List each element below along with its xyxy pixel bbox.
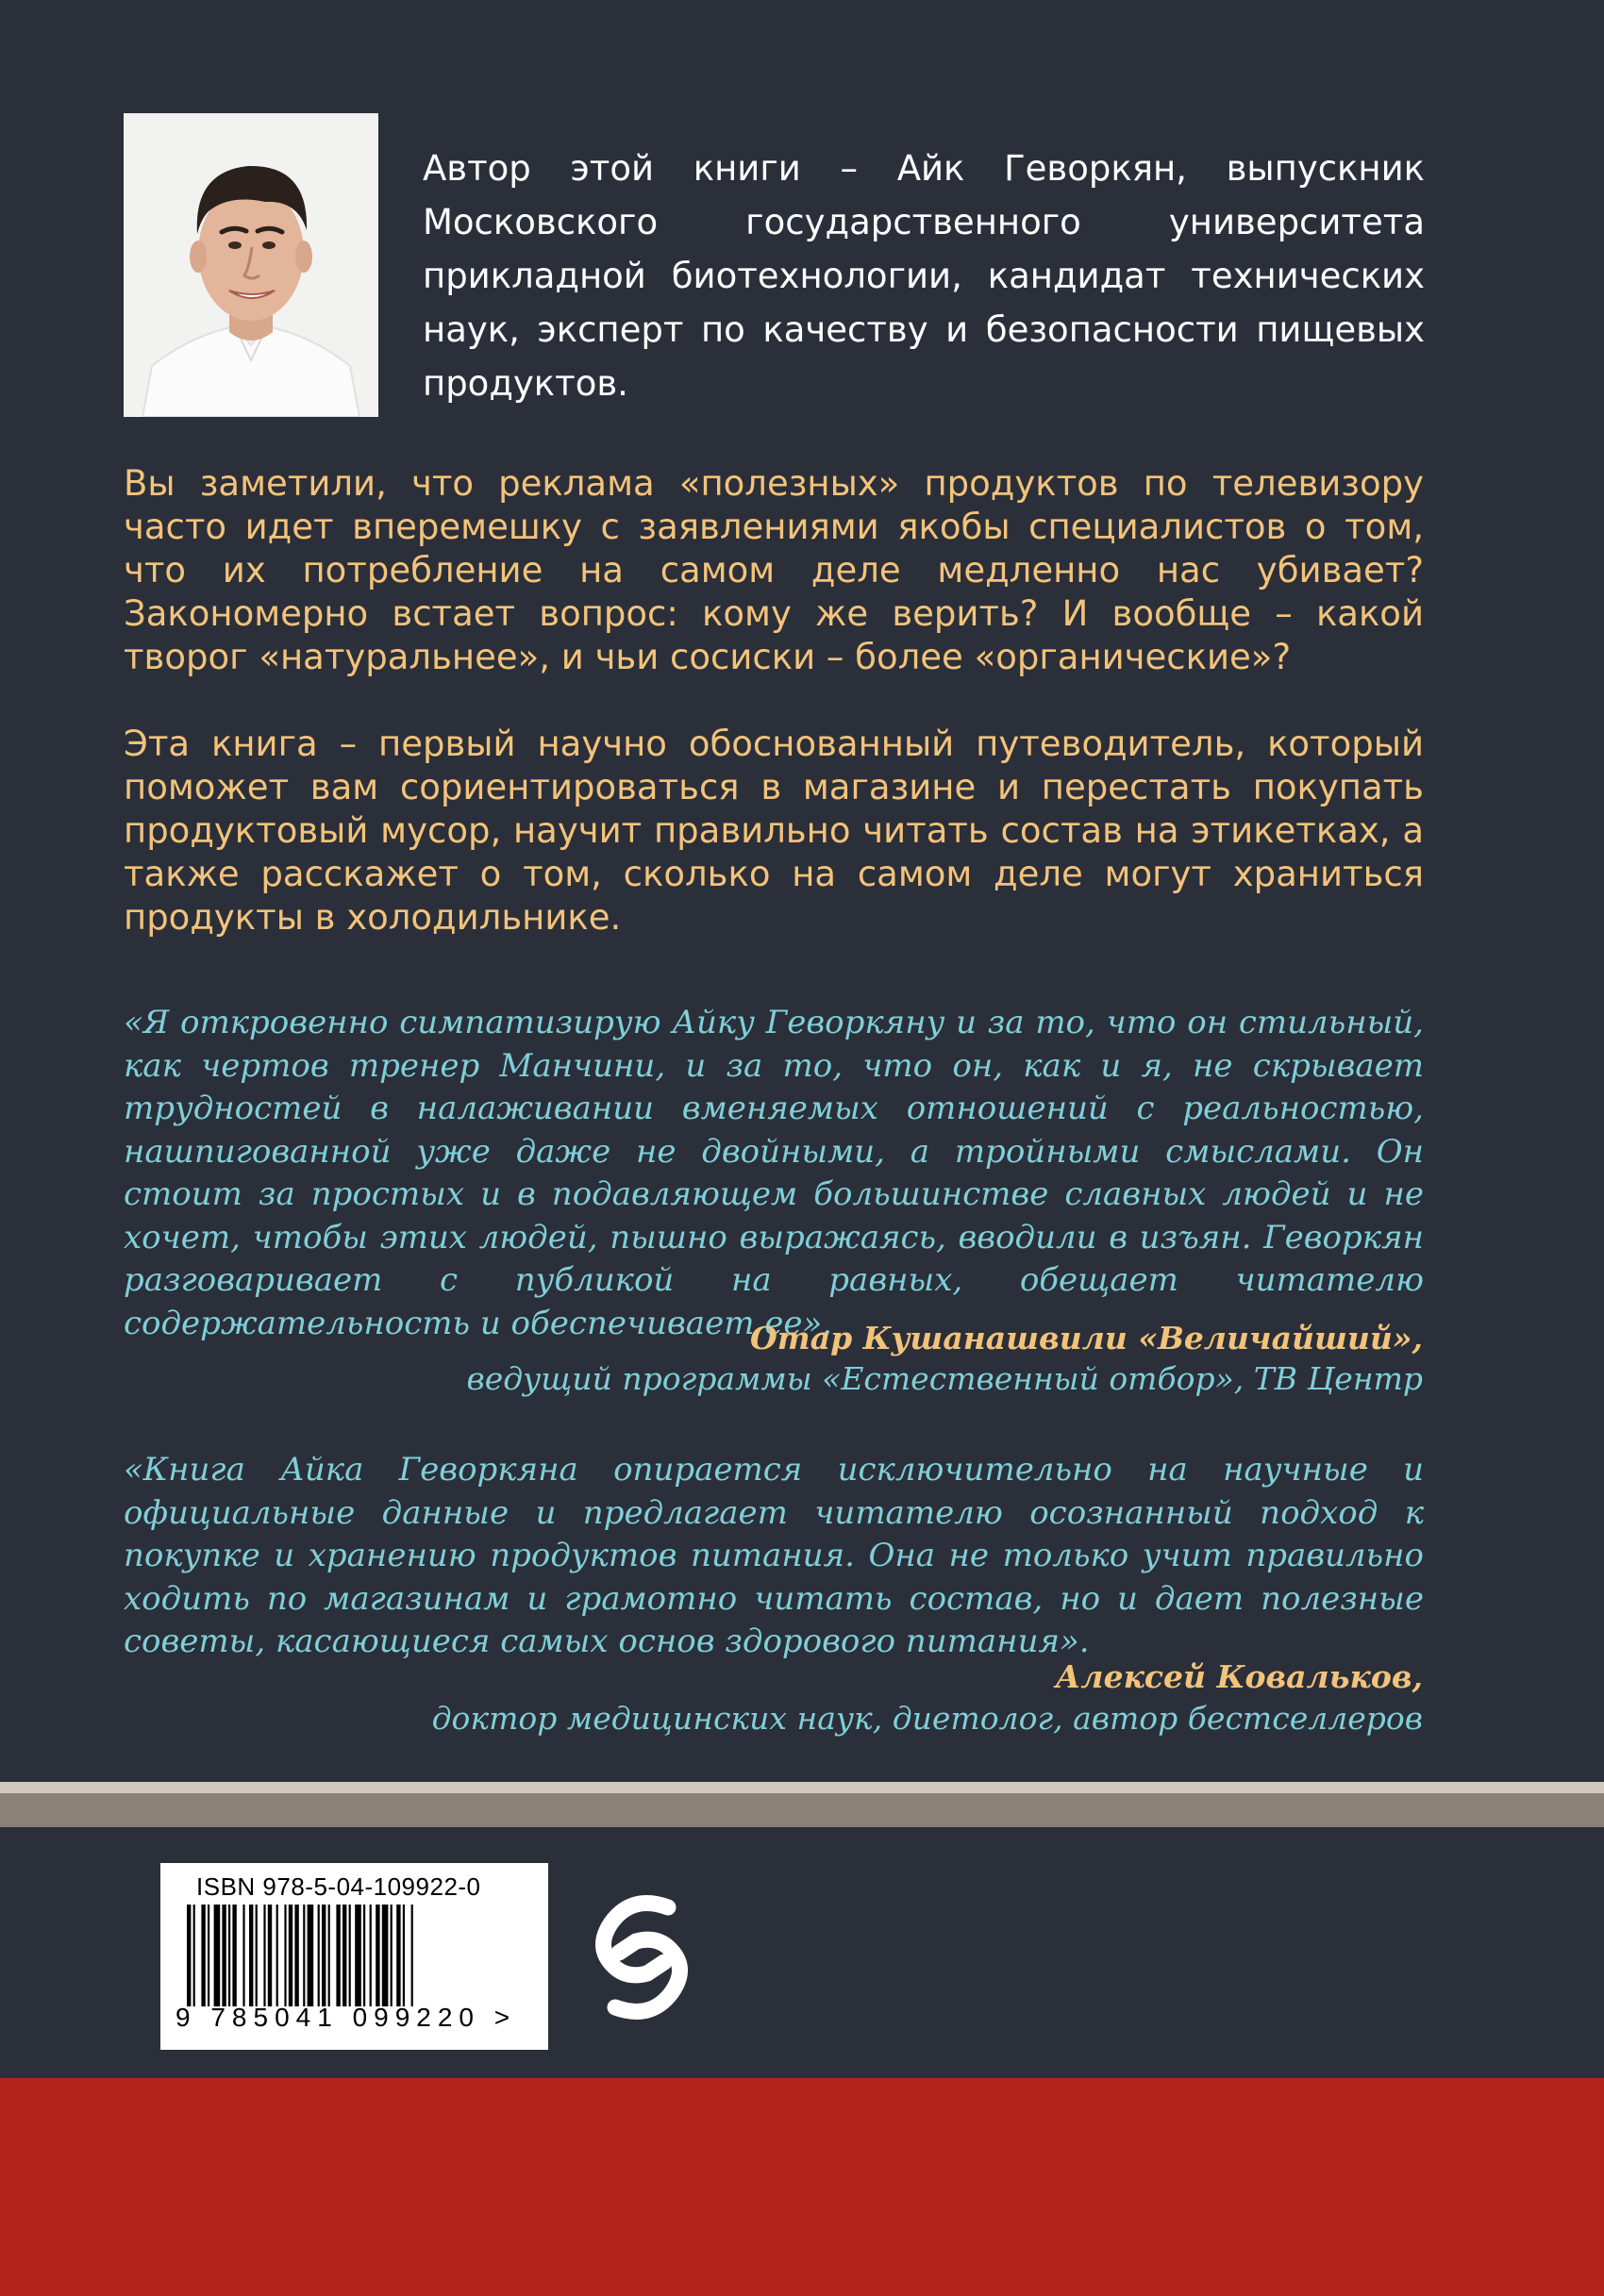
barcode-bar — [396, 1905, 400, 2006]
barcode-bar — [376, 1905, 379, 2006]
barcode-bar — [370, 1905, 372, 2006]
isbn-label: ISBN 978-5-04-109922-0 — [196, 1872, 481, 1901]
bottom-red-band — [0, 2078, 1604, 2296]
barcode-bar — [411, 1905, 413, 2006]
barcode-bar — [403, 1905, 405, 2006]
review-author-2: Алексей Ковальков, — [1055, 1658, 1423, 1695]
barcode-digits: 9 785041 099220 > — [175, 2003, 517, 2032]
description-paragraph-1: Вы заметили, что реклама «полезных» продуктов по телевизору часто идет вперемешку с заявлениями якобы специалистов о том, что их потребление на самом деле медленно нас убивает? Закономерно встает вопрос: кому же верить? И вообще – какой творог «натуральнее», и чьи сосиски – более «органические»? — [124, 463, 1424, 677]
barcode-bar — [201, 1905, 205, 2006]
barcode-bar — [308, 1905, 314, 2006]
barcode-bar — [256, 1905, 258, 2006]
review-author-role-1: ведущий программы «Естественный отбор», ТВ Центр — [466, 1360, 1423, 1397]
barcode-bar — [284, 1905, 286, 2006]
barcode-bar — [249, 1905, 253, 2006]
barcode-bar — [289, 1905, 292, 2006]
barcode-bar — [391, 1905, 393, 2006]
author-photo — [124, 113, 378, 417]
review-author-1: Отар Кушанашвили «Величайший», — [750, 1320, 1423, 1356]
barcode-bar — [294, 1905, 298, 2006]
barcode-bar — [242, 1905, 244, 2006]
barcode-bar — [187, 1905, 191, 2006]
barcode-bar — [276, 1905, 278, 2006]
barcode-bar — [382, 1905, 389, 2006]
barcode-bar — [328, 1905, 330, 2006]
review-author-role-2: доктор медицинских наук, диетолог, автор бестселлеров — [431, 1700, 1423, 1737]
barcode-bar — [208, 1905, 209, 2006]
barcode-bar — [322, 1905, 326, 2006]
barcode-bar — [222, 1905, 226, 2006]
description-paragraph-2: Эта книга – первый научно обоснованный путеводитель, который поможет вам сориентироваться в магазине и перестать покупать продуктовый мусор, научит правильно читать состав на этикетках, а также расскажет о том, сколько на самом деле могут храниться продукты в холодильнике. — [124, 724, 1424, 938]
barcode-bar — [193, 1905, 195, 2006]
barcode-bar — [228, 1905, 230, 2006]
barcode-bar — [336, 1905, 340, 2006]
barcode-bar — [355, 1905, 361, 2006]
barcode-bar — [343, 1905, 346, 2006]
barcode-bars — [187, 1905, 470, 2006]
author-intro: Автор этой книги – Айк Геворкян, выпускник Московского государственного университета прикладной биотехнологии, кандидат технических наук, эксперт по качеству и безопасности пищевых продуктов. — [423, 148, 1425, 404]
barcode-bar — [268, 1905, 272, 2006]
divider-stripe-light — [0, 1782, 1604, 1793]
barcode-bar — [232, 1905, 236, 2006]
barcode-bar — [318, 1905, 320, 2006]
barcode-bar — [349, 1905, 351, 2006]
barcode-bar — [303, 1905, 305, 2006]
divider-stripe-taupe — [0, 1793, 1604, 1827]
eksmo-logo-icon — [594, 1887, 689, 2028]
barcode-bar — [363, 1905, 365, 2006]
barcode-bar — [263, 1905, 265, 2006]
review-quote-1: «Я откровенно симпатизирую Айку Геворкяну и за то, что он стильный, как чертов тренер Манчини, и за то, что он, как и я, не скрывает трудностей в налаживании вменяемых отношений с реальностью, нашпигованной уже даже не двойными, а тройными смыслами. Он стоит за простых и в подавляющем большинстве славных людей и не хочет, чтобы этих людей, пышно выражаясь, вводили в изъян. Геворкян разговаривает с публикой на равных, обещает читателю содержательность и обеспечивает ее». — [124, 1004, 1424, 1342]
barcode-bar — [214, 1905, 221, 2006]
isbn-barcode — [160, 1863, 548, 2050]
review-quote-2: «Книга Айка Геворкяна опирается исключительно на научные и официальные данные и предлагает читателю осознанный подход к покупке и хранению продуктов питания. Она не только учит правильно ходить по магазинам и грамотно читать состав, но и дает полезные советы, касающиеся самых основ здорового питания». — [124, 1451, 1424, 1660]
